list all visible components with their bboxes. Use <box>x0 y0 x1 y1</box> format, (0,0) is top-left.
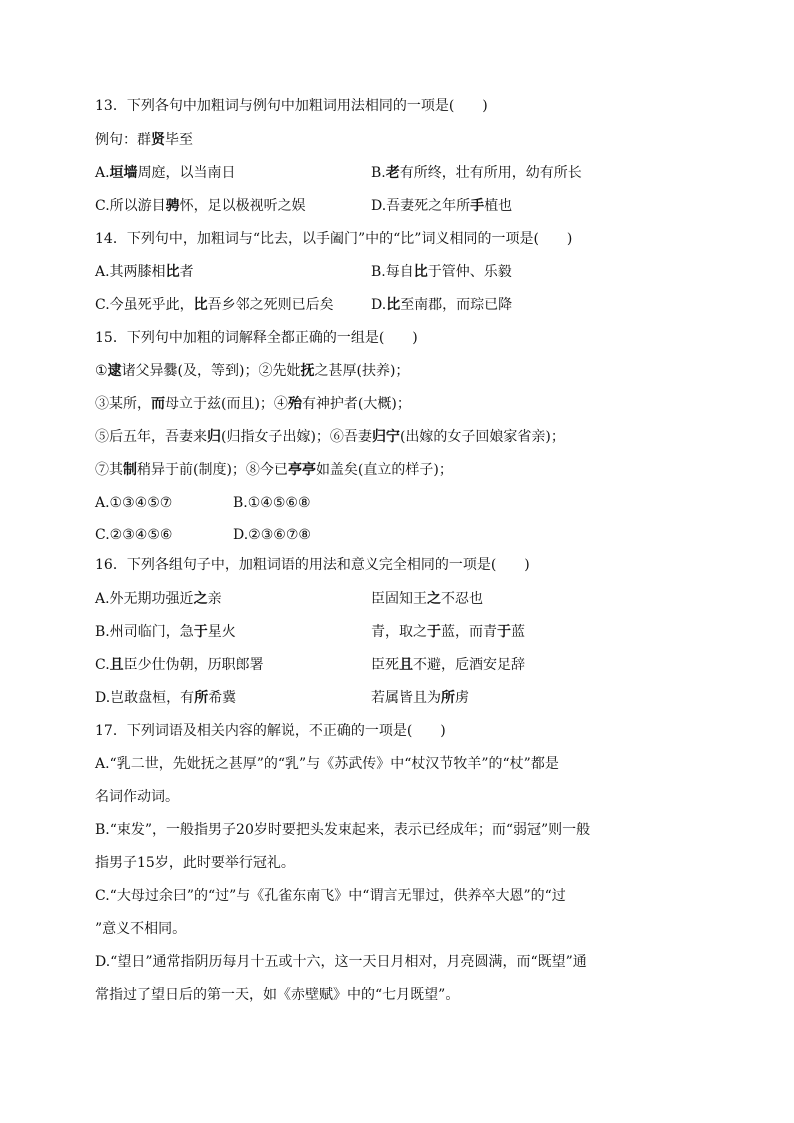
q15-option-d: D.②③⑥⑦⑧ <box>233 527 311 543</box>
q15-option-a: A.①③④⑤⑦ <box>95 495 173 511</box>
q16-option-b-left: B.州司临门，急于星火 <box>95 624 236 640</box>
q17-option-c-line2: ”意义不相同。 <box>95 921 187 937</box>
q17-option-b-line1: B.“束发”，一般指男子20岁时要把头发束起来，表示已经成年；而“弱冠”则一般 <box>95 822 591 838</box>
q16-option-b-right: 青，取之于蓝，而青于蓝 <box>371 624 525 640</box>
q14-option-b: B.每自比于管仲、乐毅 <box>371 264 512 280</box>
q15-option-c: C.②③④⑤⑥ <box>95 527 173 543</box>
q17-option-d-line1: D.“望日”通常指阴历每月十五或十六，这一天日月相对，月亮圆满，而“既望”通 <box>95 954 587 970</box>
q16-option-c-left: C.且臣少仕伪朝，历职郎署 <box>95 657 264 673</box>
q17-option-c-line1: C.“大母过余曰”的“过”与《孔雀东南飞》中“谓言无罪过，供养卒大恩”的“过 <box>95 888 566 904</box>
q15-stem: 15．下列句中加粗的词解释全都正确的一组是( ) <box>95 330 418 346</box>
q15-line-1: ①逮诸父异爨(及，等到)；②先妣抚之甚厚(扶养)； <box>95 363 410 379</box>
q13-option-c: C.所以游目骋怀，足以极视听之娱 <box>95 198 306 214</box>
q13-option-b: B.老有所终，壮有所用，幼有所长 <box>371 165 582 181</box>
q13-option-d: D.吾妻死之年所手植也 <box>371 198 513 214</box>
q15-line-3: ⑤后五年，吾妻来归(归指女子出嫁)；⑥吾妻归宁(出嫁的女子回娘家省亲)； <box>95 429 565 445</box>
q15-option-b: B.①④⑤⑥⑧ <box>233 495 311 511</box>
q15-line-4: ⑦其制稍异于前(制度)；⑧今已亭亭如盖矣(直立的样子)； <box>95 462 453 478</box>
q17-option-a-line2: 名词作动词。 <box>95 789 179 805</box>
q13-stem: 13．下列各句中加粗词与例句中加粗词用法相同的一项是( ) <box>95 98 488 114</box>
q16-option-c-right: 臣死且不避，卮酒安足辞 <box>371 657 525 673</box>
q13-option-a: A.垣墙周庭，以当南日 <box>95 165 236 181</box>
q17-option-d-line2: 常指过了望日后的第一天，如《赤壁赋》中的“七月既望”。 <box>95 987 460 1003</box>
q17-stem: 17．下列词语及相关内容的解说，不正确的一项是( ) <box>95 723 446 739</box>
q16-option-a-left: A.外无期功强近之亲 <box>95 591 222 607</box>
q14-stem: 14．下列句中，加粗词与“比去，以手阖门”中的“比”词义相同的一项是( ) <box>95 231 573 247</box>
q16-option-a-right: 臣固知王之不忍也 <box>371 591 483 607</box>
q16-option-d-left: D.岂敢盘桓，有所希冀 <box>95 690 237 706</box>
q13-example: 例句：群贤毕至 <box>95 132 193 148</box>
q16-stem: 16．下列各组句子中，加粗词语的用法和意义完全相同的一项是( ) <box>95 557 530 573</box>
q17-option-a-line1: A.“乳二世，先妣抚之甚厚”的“乳”与《苏武传》中“杖汉节牧羊”的“杖”都是 <box>95 756 559 772</box>
q17-option-b-line2: 指男子15岁，此时要举行冠礼。 <box>95 855 295 871</box>
q14-option-d: D.比至南郡，而琮已降 <box>371 297 513 313</box>
q14-option-c: C.今虽死乎此，比吾乡邻之死则已后矣 <box>95 297 334 313</box>
q16-option-d-right: 若属皆且为所虏 <box>371 690 469 706</box>
q14-option-a: A.其两膝相比者 <box>95 264 194 280</box>
q15-line-2: ③某所，而母立于兹(而且)；④殆有神护者(大概)； <box>95 396 411 412</box>
